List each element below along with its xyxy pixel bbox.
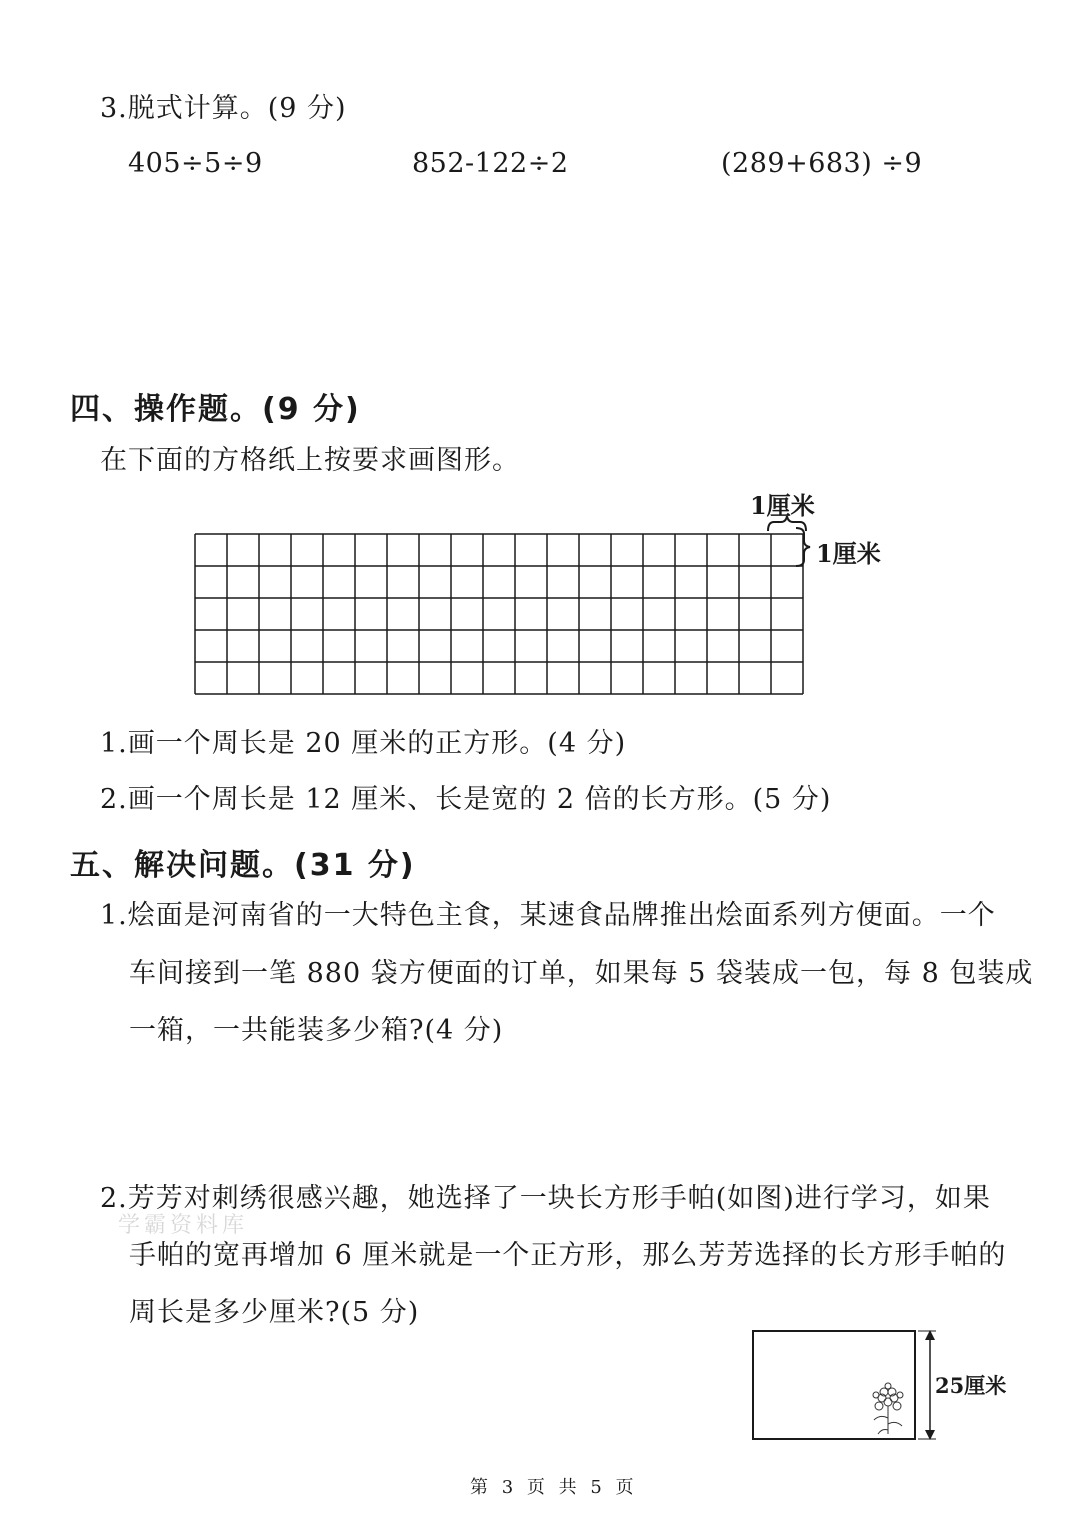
- section5-heading: 五、解决问题。(31 分): [70, 848, 416, 883]
- section5-q2-line2: 手帕的宽再增加 6 厘米就是一个正方形，那么芳芳选择的长方形手帕的: [129, 1240, 1007, 1271]
- section5-q1-line1: 1.烩面是河南省的一大特色主食，某速食品牌推出烩面系列方便面。一个: [100, 900, 996, 931]
- expression-1: 405÷5÷9: [128, 148, 263, 179]
- section3-title: 3.脱式计算。(9 分): [100, 93, 347, 124]
- watermark-text: 学霸资料库: [118, 1213, 249, 1238]
- section5-q2-line3: 周长是多少厘米?(5 分): [129, 1297, 420, 1328]
- expression-2: 852-122÷2: [412, 148, 569, 179]
- handkerchief-figure: [750, 1328, 950, 1444]
- page-footer: 第 3 页 共 5 页: [470, 1477, 638, 1498]
- section5-q1-line3: 一箱，一共能装多少箱?(4 分): [129, 1015, 504, 1046]
- expression-3: (289+683) ÷9: [721, 148, 923, 179]
- handkerchief-width-label: 25厘米: [935, 1373, 1007, 1398]
- flower-embroidery-icon: [873, 1383, 903, 1434]
- grid-unit-label-right: 1厘米: [816, 539, 881, 568]
- grid-unit-label-top: 1厘米: [750, 491, 815, 520]
- section4-instruction: 在下面的方格纸上按要求画图形。: [100, 445, 520, 476]
- section5-q1-line2: 车间接到一笔 880 袋方便面的订单，如果每 5 袋装成一包，每 8 包装成: [129, 958, 1034, 989]
- section4-question-1: 1.画一个周长是 20 厘米的正方形。(4 分): [100, 728, 627, 759]
- section5-q2-line1: 2.芳芳对刺绣很感兴趣，她选择了一块长方形手帕(如图)进行学习，如果: [100, 1183, 991, 1214]
- section4-question-2: 2.画一个周长是 12 厘米、长是宽的 2 倍的长方形。(5 分): [100, 784, 832, 815]
- square-grid-paper[interactable]: [194, 533, 804, 701]
- section4-heading: 四、操作题。(9 分): [70, 392, 361, 427]
